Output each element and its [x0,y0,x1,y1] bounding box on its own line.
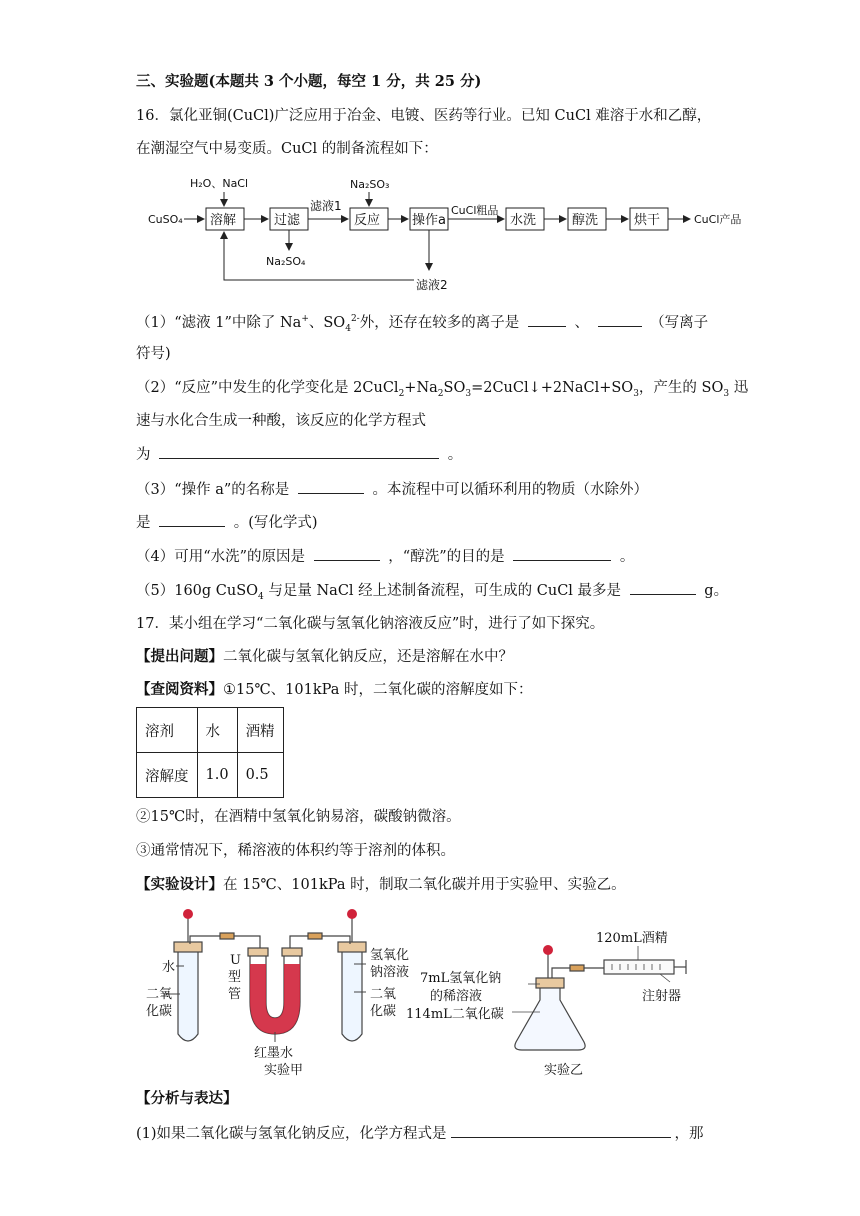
svg-text:钠溶液: 钠溶液 [370,965,410,980]
flow-filtrate2-label: 滤液2 [416,278,448,292]
answer-blank[interactable] [314,546,380,561]
answer-blank[interactable] [630,580,696,595]
table-cell: 0.5 [237,753,283,798]
flow-byproduct-label: Na₂SO₄ [266,255,306,268]
q16-part1-line2: 符号) [136,346,171,362]
svg-text:反应: 反应 [354,213,381,228]
q17-info-2: ②15℃时，在酒精中氢氧化钠易溶，碳酸钠微溶。 [136,809,461,825]
svg-text:二氧: 二氧 [370,987,397,1002]
q17-design: 【实验设计】在 15℃、101kPa 时，制取二氧化碳并用于实验甲、实验乙。 [136,876,626,893]
table-row [137,753,284,798]
q16-part2-line3: 为 。 [136,444,462,465]
svg-text:7mL氢氧化钠: 7mL氢氧化钠 [420,971,502,986]
answer-blank[interactable] [298,479,364,494]
flow-input-label: CuSO₄ [148,213,183,226]
q17-intro: 17．某小组在学习“二氧化碳与氢氧化钠溶液反应”时，进行了如下探究。 [136,616,605,632]
answer-blank[interactable] [159,444,439,459]
cucl-flow-diagram [140,170,760,300]
svg-text:醇洗: 醇洗 [572,213,599,228]
table-cell: 酒精 [237,708,283,753]
q16-intro-line2: 在潮湿空气中易变质。CuCl 的制备流程如下： [136,141,438,157]
table-row [137,708,284,753]
svg-text:红墨水: 红墨水 [254,1046,294,1061]
solubility-table [136,707,284,798]
q16-part3-line2: 是 。(写化学式) [136,512,318,533]
q17-info-1: 【查阅资料】①15℃、101kPa 时，二氧化碳的溶解度如下： [136,681,533,698]
svg-text:实验甲: 实验甲 [264,1063,304,1078]
section-title: 三、实验题(本题共 3 个小题，每空 1 分，共 25 分) [136,73,482,90]
q16-part2: （2）“反应”中发生的化学变化是 $2CuCl_2+Na_2SO_3=2CuCl↓+2NaCl+SO_3$，产生的 $SO_3$ 迅 [136,380,749,399]
q17-question: 【提出问题】二氧化碳与氢氧化钠反应，还是溶解在水中？ [136,648,513,665]
svg-text:水洗: 水洗 [510,213,537,228]
svg-text:化碳: 化碳 [146,1004,173,1019]
table-cell: 1.0 [197,753,237,798]
answer-blank[interactable] [159,512,225,527]
answer-blank[interactable] [598,312,642,327]
svg-text:氢氧化: 氢氧化 [370,948,410,963]
flow-product-label: CuCl产品 [694,213,742,226]
answer-blank[interactable] [451,1123,671,1138]
svg-text:烘干: 烘干 [634,213,661,228]
answer-blank[interactable] [528,312,566,327]
q17-analysis-1: (1)如果二氧化碳与氢氧化钠反应，化学方程式是 ，那 [136,1123,704,1144]
svg-text:操作a: 操作a [412,213,446,228]
answer-blank[interactable] [513,546,611,561]
table-cell: 溶剂 [137,708,198,753]
svg-text:管: 管 [228,987,242,1002]
q16-part1: （1）“滤液 1”中除了 Na+、$SO_4^{2-}$外，还存在较多的离子是 、 （写离子 [136,312,708,333]
svg-text:U: U [230,953,241,968]
table-cell: 溶解度 [137,753,198,798]
q17-info-3: ③通常情况下，稀溶液的体积约等于溶剂的体积。 [136,843,455,859]
q16-part4: （4）可用“水洗”的原因是 ，“醇洗”的目的是 。 [136,546,634,567]
q16-part5: （5）160g CuSO$_4$ 与足量 NaCl 经上述制备流程，可生成的 CuCl 最多是 g。 [136,580,728,601]
q16-intro-line1: 16．氯化亚铜(CuCl)广泛应用于冶金、电镀、医药等行业。已知 CuCl 难溶于水和乙醇， [136,108,712,124]
svg-text:过滤: 过滤 [274,213,301,228]
svg-text:化碳: 化碳 [370,1004,397,1019]
table-cell: 水 [197,708,237,753]
q16-part2-line2: 速与水化合生成一种酸，该反应的化学方程式 [136,413,426,429]
svg-text:溶解: 溶解 [210,213,237,228]
svg-text:型: 型 [228,970,242,985]
flow-filtrate1-label: 滤液1 [310,199,342,213]
svg-text:水: 水 [162,960,176,975]
svg-text:114mL二氧化碳: 114mL二氧化碳 [406,1007,504,1022]
svg-text:的稀溶液: 的稀溶液 [430,989,483,1004]
q16-part3: （3）“操作 a”的名称是 。本流程中可以循环利用的物质（水除外） [136,479,648,500]
svg-text:注射器: 注射器 [642,989,682,1004]
q17-analysis-tag: 【分析与表达】 [136,1090,238,1107]
flow-reagent1-label: H₂O、NaCl [190,177,249,190]
svg-text:二氧: 二氧 [146,987,173,1002]
flow-reagent2-label: Na₂SO₃ [350,178,390,191]
flow-crude-label: CuCl粗品 [451,204,499,217]
svg-text:实验乙: 实验乙 [544,1063,584,1078]
svg-text:120mL酒精: 120mL酒精 [596,931,668,946]
experiment-apparatus [140,902,700,1082]
